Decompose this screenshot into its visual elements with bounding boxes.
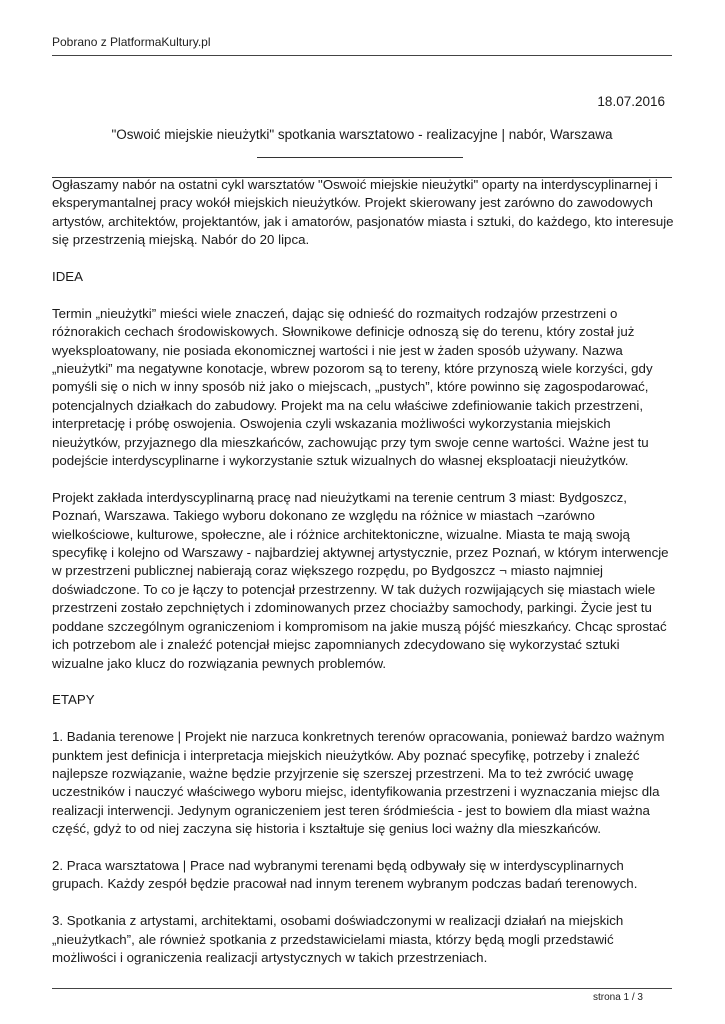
section-heading-etapy: ETAPY: [52, 692, 95, 708]
title-underline: [257, 157, 463, 158]
header-divider: [52, 55, 672, 56]
page-header-source: Pobrano z PlatformaKultury.pl: [52, 35, 211, 49]
section-heading-idea: IDEA: [52, 269, 84, 285]
footer-divider: [52, 988, 672, 989]
page-number: strona 1 / 3: [592, 992, 643, 1003]
etapy-paragraph-1: 1. Badania terenowe | Projekt nie narzuca konkretnych terenów opracowania, ponieważ bardzo ważnym punktem jest definicja i interpretacja miejskich nieużytków. Aby poznać specyfikę, potrzeby i znaleźć najlepsze rozwiązanie, ważne będzie przyjrzenie się szerszej przestrzeni. Ma to też zwrócić uwagę uczestników i nauczyć właściwego wyboru miejsc, identyfikowania przestrzeni i wyznaczania miejsc dla realizacji interwencji. Jedynym ograniczeniem jest teren śródmieścia - jest to bowiem dla miast ważna część, gdyż to od niej zaczyna się historia i kształtuje się genius loci ważny dla mieszkańców.: [52, 729, 665, 837]
etapy-paragraph-2: 2. Praca warsztatowa | Prace nad wybranymi terenami będą odbywały się w interdyscyplinarnych grupach. Każdy zespół będzie pracował nad innym terenem wybranym podczas badań terenowych.: [52, 857, 638, 892]
intro-paragraph: Ogłaszamy nabór na ostatni cykl warsztatów "Oswoić miejskie nieużytki" oparty na interdyscyplinarnej i eksperymantalnej pracy wokół miejskich nieużytków. Projekt skierowany jest zarówno do zawodowych artystów, architektów, projektantów, jak i amatorów, pasjonatów miasta i sztuki, do każdego, kto interesuje się przestrzenią miejską. Nabór do 20 lipca.: [52, 177, 674, 248]
article-date: 18.07.2016: [597, 94, 665, 109]
article-title: "Oswoić miejskie nieużytki" spotkania warsztatowo - realizacyjne | nabór, Warszawa: [111, 127, 613, 142]
article-body: [52, 176, 674, 986]
idea-paragraph-1: Termin „nieużytki” mieści wiele znaczeń, dając się odnieść do rozmaitych rodzajów przestrzeni o różnorakich cechach środowiskowych. Słownikowe definicje odnoszą się do terenu, który został już wyeksploatowany, nie posiada ekonomicznej wartości i nie jest w żaden sposób używany. Nazwa „nieużytki” ma negatywne konotacje, wbrew pozorom są to tereny, które przynoszą wiele korzyści, gdy pomyśli się o nich w inny sposób niż jako o miejscach, „pustych”, które powinno się zagospodarować, potencjalnych działkach do zabudowy. Projekt ma na celu właściwe zdefiniowanie takich przestrzeni, interpretację i próbę oswojenia. Oswojenia czyli wskazania możliwości wykorzystania miejskich nieużytków, przyjaznego dla mieszkańców, zachowując przy tym swoje cenne wartości. Ważne jest tu podejście interdyscyplinarne i wykorzystanie sztuk wizualnych do własnej eksploatacji nieużytków.: [52, 305, 653, 469]
etapy-paragraph-3: 3. Spotkania z artystami, architektami, osobami doświadczonymi w realizacji działań na miejskich „nieużytkach”, ale również spotkania z przedstawicielami miasta, którzy będą mogli przedstawić możliwości i ograniczenia realizacji artystycznych w takich przestrzeniach.: [52, 913, 624, 965]
idea-paragraph-2: Projekt zakłada interdyscyplinarną pracę nad nieużytkami na terenie centrum 3 miast: Bydgoszcz, Poznań, Warszawa. Takiego wyboru dokonano ze względu na różnice w miastach ¬zarówno wielkościowe, kulturowe, społeczne, ale i różnice architektoniczne, wizualne. Miasta te mają swoją specyfikę i kolejno od Warszawy - najbardziej aktywnej artystycznie, przez Poznań, w którym interwencje w przestrzeni publicznej nabierają coraz większego rozpędu, po Bydgoszcz ¬ miasto najmniej doświadczone. To co je łączy to potencjał przestrzenny. W tak dużych rozwijających się miastach wiele przestrzeni zostało zepchniętych i zdominowanych przez chociażby samochody, parkingi. Życie jest tu poddane szczególnym ograniczeniom i kompromisom na jakie muszą pójść mieszkańcy. Chcąc sprostać ich potrzebom ale i znaleźć potencjał miejsc zapomnianych zdecydowano się wykorzystać sztuki wizualne jako klucz do rozwiązania pewnych problemów.: [52, 489, 669, 671]
